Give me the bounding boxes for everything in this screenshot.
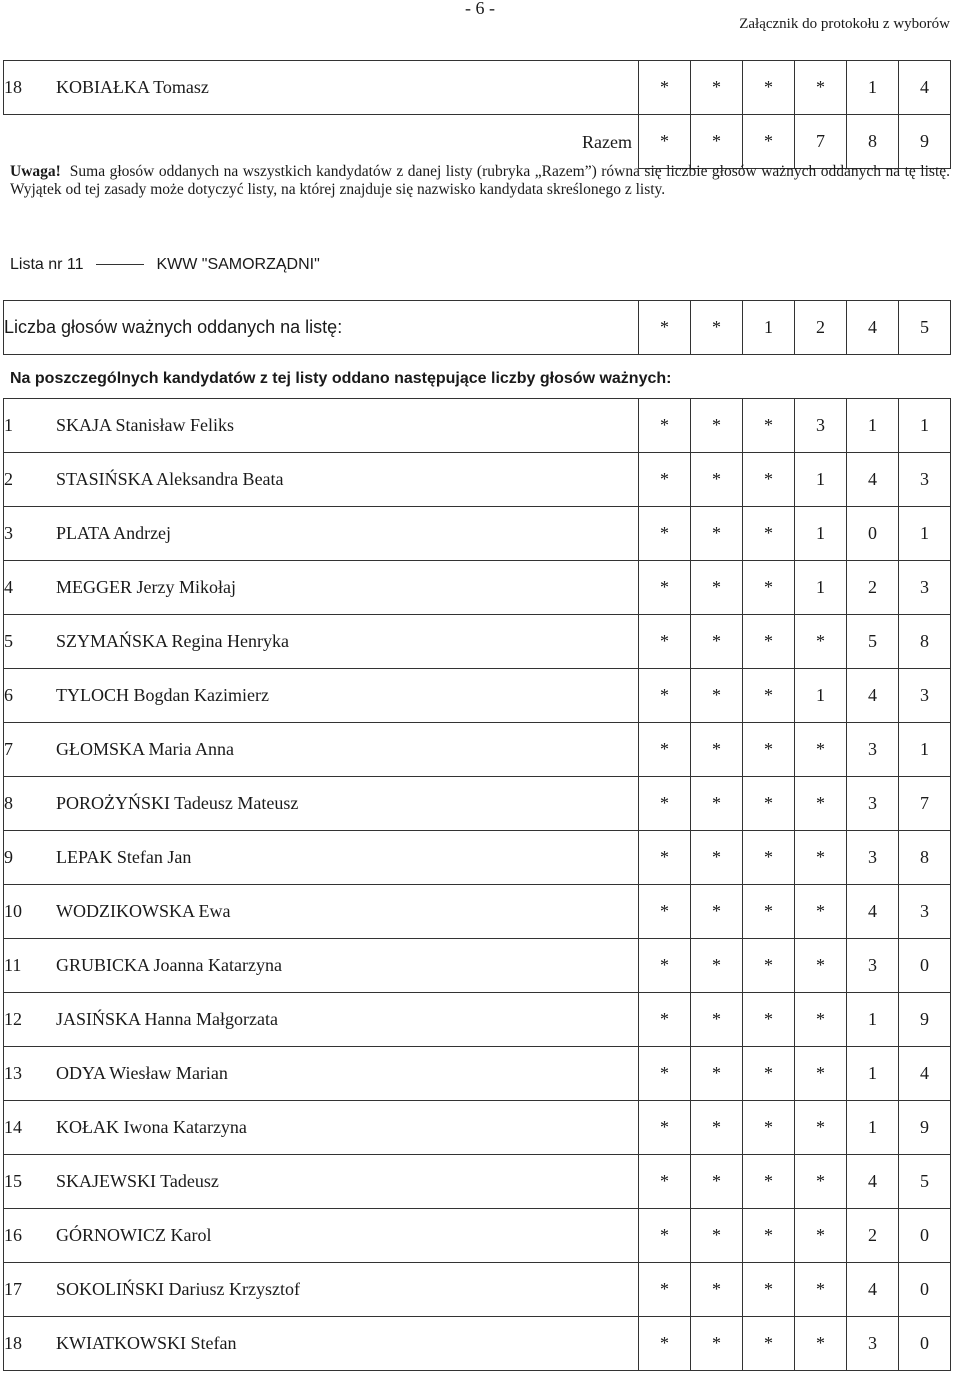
table-row	[4, 61, 951, 115]
candidate-name: WODZIKOWSKA Ewa	[56, 901, 231, 921]
digit-cell: *	[743, 615, 795, 669]
candidate-name: KOŁAK Iwona Katarzyna	[56, 1117, 247, 1137]
digit-cell: *	[639, 1047, 691, 1101]
candidate-cell	[4, 1317, 639, 1371]
digit-cell: 1	[899, 507, 951, 561]
digit-cell: *	[795, 777, 847, 831]
table-row	[4, 1101, 951, 1155]
digit-cell: 1	[795, 669, 847, 723]
digit-cell: *	[691, 615, 743, 669]
candidate-name: MEGGER Jerzy Mikołaj	[56, 577, 236, 597]
candidates-header: Na poszczególnych kandydatów z tej listy oddano następujące liczby głosów ważnych:	[10, 370, 672, 387]
digit-cell: *	[691, 831, 743, 885]
candidate-cell	[4, 723, 639, 777]
digit-cell: 3	[899, 669, 951, 723]
digit-cell: 1	[795, 561, 847, 615]
digit-cell: 1	[847, 1101, 899, 1155]
table-row	[4, 1263, 951, 1317]
digit-cell: 4	[847, 1263, 899, 1317]
digit-cell: *	[691, 1101, 743, 1155]
digit-cell: 5	[899, 301, 951, 355]
candidate-number: 1	[4, 415, 13, 435]
digit-cell: *	[639, 723, 691, 777]
digit-cell: *	[743, 777, 795, 831]
digit-cell: *	[743, 507, 795, 561]
candidate-number: 13	[4, 1063, 22, 1083]
digit-cell: 1	[743, 301, 795, 355]
valid-votes-table	[3, 300, 951, 355]
digit-cell: *	[743, 1155, 795, 1209]
candidate-name: GRUBICKA Joanna Katarzyna	[56, 955, 282, 975]
candidate-name: SOKOLIŃSKI Dariusz Krzysztof	[56, 1279, 300, 1299]
digit-cell: 1	[795, 453, 847, 507]
digit-cell: *	[743, 453, 795, 507]
digit-cell: 0	[899, 1209, 951, 1263]
digit-cell: 1	[847, 1047, 899, 1101]
candidate-number: 16	[4, 1225, 22, 1245]
digit-cell: *	[691, 561, 743, 615]
digit-cell: *	[743, 1047, 795, 1101]
digit-cell: 4	[899, 1047, 951, 1101]
digit-cell: *	[639, 615, 691, 669]
digit-cell: *	[691, 1263, 743, 1317]
digit-cell: 1	[847, 399, 899, 453]
digit-cell: 4	[847, 669, 899, 723]
table-row	[4, 993, 951, 1047]
candidate-cell	[4, 669, 639, 723]
digit-cell: *	[795, 615, 847, 669]
candidate-cell	[4, 615, 639, 669]
digit-cell: *	[691, 939, 743, 993]
candidate-cell	[4, 993, 639, 1047]
digit-cell: *	[639, 1101, 691, 1155]
digit-cell: *	[795, 1209, 847, 1263]
digit-cell: *	[691, 507, 743, 561]
digit-cell: *	[639, 61, 691, 115]
digit-cell: *	[691, 993, 743, 1047]
digit-cell: *	[691, 453, 743, 507]
digit-cell: 5	[847, 615, 899, 669]
digit-cell: *	[743, 1101, 795, 1155]
digit-cell: 3	[847, 777, 899, 831]
digit-cell: *	[639, 507, 691, 561]
digit-cell: *	[743, 61, 795, 115]
table-row	[4, 301, 951, 355]
digit-cell: *	[795, 1101, 847, 1155]
digit-cell: *	[743, 115, 795, 169]
digit-cell: *	[691, 1047, 743, 1101]
digit-cell: 8	[847, 115, 899, 169]
digit-cell: *	[795, 1263, 847, 1317]
candidate-number: 18	[4, 77, 22, 97]
digit-cell: *	[639, 885, 691, 939]
digit-cell: 3	[899, 561, 951, 615]
candidate-name: JASIŃSKA Hanna Małgorzata	[56, 1009, 278, 1029]
table-row	[4, 1155, 951, 1209]
table-row	[4, 669, 951, 723]
digit-cell: 4	[899, 61, 951, 115]
digit-cell: *	[795, 993, 847, 1047]
candidate-name: ODYA Wiesław Marian	[56, 1063, 228, 1083]
candidate-number: 18	[4, 1333, 22, 1353]
digit-cell: 0	[847, 507, 899, 561]
digit-cell: 3	[847, 1317, 899, 1371]
table-row	[4, 399, 951, 453]
candidate-number: 4	[4, 577, 13, 597]
candidate-name: KWIATKOWSKI Stefan	[56, 1333, 237, 1353]
digit-cell: 1	[899, 399, 951, 453]
digit-cell: 9	[899, 1101, 951, 1155]
candidate-cell	[4, 939, 639, 993]
digit-cell: 4	[847, 453, 899, 507]
digit-cell: 3	[899, 453, 951, 507]
digit-cell: *	[639, 831, 691, 885]
candidate-cell	[4, 1155, 639, 1209]
digit-cell: 2	[795, 301, 847, 355]
digit-cell: 3	[847, 723, 899, 777]
digit-cell: 9	[899, 993, 951, 1047]
digit-cell: 0	[899, 1263, 951, 1317]
digit-cell: 1	[899, 723, 951, 777]
digit-cell: *	[691, 669, 743, 723]
digit-cell: *	[639, 1263, 691, 1317]
digit-cell: *	[639, 669, 691, 723]
list-number: 11	[66, 256, 84, 273]
total-label: Razem	[582, 132, 632, 152]
candidate-cell	[4, 1263, 639, 1317]
note-paragraph	[10, 163, 950, 199]
prev-list-last-row-table	[3, 60, 951, 169]
table-row	[4, 1317, 951, 1371]
candidate-name: SZYMAŃSKA Regina Henryka	[56, 631, 289, 651]
digit-cell: *	[743, 993, 795, 1047]
table-row	[4, 1047, 951, 1101]
candidate-number: 2	[4, 469, 13, 489]
digit-cell: *	[743, 1209, 795, 1263]
table-row	[4, 453, 951, 507]
digit-cell: 3	[899, 885, 951, 939]
candidate-number: 11	[4, 955, 22, 975]
candidate-name: TYLOCH Bogdan Kazimierz	[56, 685, 269, 705]
digit-cell: *	[639, 1317, 691, 1371]
digit-cell: *	[795, 885, 847, 939]
dash-separator	[96, 264, 144, 265]
digit-cell: *	[639, 115, 691, 169]
digit-cell: *	[639, 561, 691, 615]
digit-cell: *	[743, 885, 795, 939]
list-label: Lista nr	[10, 256, 63, 273]
valid-votes-label: Liczba głosów ważnych oddanych na listę:	[4, 301, 639, 355]
digit-cell: *	[743, 399, 795, 453]
table-row	[4, 777, 951, 831]
digit-cell: 4	[847, 1155, 899, 1209]
digit-cell: *	[639, 939, 691, 993]
list-committee: KWW "SAMORZĄDNI"	[156, 256, 320, 273]
note-label: Uwaga!	[10, 163, 61, 180]
page-number: - 6 -	[465, 0, 495, 18]
digit-cell: *	[639, 777, 691, 831]
digit-cell: *	[639, 1209, 691, 1263]
digit-cell: *	[691, 1317, 743, 1371]
digit-cell: *	[691, 1209, 743, 1263]
digit-cell: 0	[899, 939, 951, 993]
candidate-name: KOBIAŁKA Tomasz	[56, 77, 209, 97]
digit-cell: 7	[795, 115, 847, 169]
table-row	[4, 615, 951, 669]
candidate-name: GÓRNOWICZ Karol	[56, 1225, 212, 1245]
candidates-table	[3, 398, 951, 1371]
candidate-name: STASIŃSKA Aleksandra Beata	[56, 469, 284, 489]
digit-cell: *	[795, 1047, 847, 1101]
candidate-number: 7	[4, 739, 13, 759]
digit-cell: *	[795, 939, 847, 993]
total-row	[4, 115, 951, 169]
digit-cell: *	[691, 61, 743, 115]
digit-cell: *	[743, 831, 795, 885]
candidate-cell	[4, 399, 639, 453]
annex-title: Załącznik do protokołu z wyborów	[739, 16, 950, 32]
candidate-cell	[4, 831, 639, 885]
digit-cell: *	[691, 777, 743, 831]
total-label-cell	[4, 115, 639, 169]
candidate-cell	[4, 507, 639, 561]
table-row	[4, 939, 951, 993]
candidate-number: 9	[4, 847, 13, 867]
digit-cell: *	[743, 561, 795, 615]
digit-cell: *	[795, 1317, 847, 1371]
digit-cell: 5	[899, 1155, 951, 1209]
candidate-name: SKAJA Stanisław Feliks	[56, 415, 235, 435]
digit-cell: *	[743, 1317, 795, 1371]
candidate-name: POROŻYŃSKI Tadeusz Mateusz	[56, 793, 299, 813]
table-row	[4, 1209, 951, 1263]
candidate-number: 10	[4, 901, 22, 921]
candidate-number: 6	[4, 685, 13, 705]
table-row	[4, 831, 951, 885]
table-row	[4, 561, 951, 615]
digit-cell: 9	[899, 115, 951, 169]
digit-cell: 2	[847, 561, 899, 615]
candidate-number: 15	[4, 1171, 22, 1191]
candidate-cell	[4, 885, 639, 939]
digit-cell: *	[639, 993, 691, 1047]
digit-cell: 1	[795, 507, 847, 561]
candidate-cell	[4, 453, 639, 507]
candidate-number: 17	[4, 1279, 22, 1299]
candidate-name: LEPAK Stefan Jan	[56, 847, 192, 867]
candidate-number: 5	[4, 631, 13, 651]
digit-cell: 8	[899, 831, 951, 885]
digit-cell: *	[743, 723, 795, 777]
digit-cell: 1	[847, 993, 899, 1047]
candidate-cell	[4, 561, 639, 615]
digit-cell: *	[691, 301, 743, 355]
candidate-number: 12	[4, 1009, 22, 1029]
table-row	[4, 885, 951, 939]
digit-cell: *	[795, 1155, 847, 1209]
digit-cell: 3	[847, 831, 899, 885]
digit-cell: *	[795, 831, 847, 885]
candidate-number: 3	[4, 523, 13, 543]
digit-cell: 1	[847, 61, 899, 115]
digit-cell: 2	[847, 1209, 899, 1263]
digit-cell: 0	[899, 1317, 951, 1371]
candidate-name: SKAJEWSKI Tadeusz	[56, 1171, 219, 1191]
digit-cell: *	[795, 61, 847, 115]
digit-cell: *	[639, 453, 691, 507]
list-header	[10, 256, 320, 274]
candidate-cell	[4, 1209, 639, 1263]
digit-cell: *	[795, 723, 847, 777]
digit-cell: *	[691, 723, 743, 777]
note-text: Suma głosów oddanych na wszystkich kandydatów z danej listy (rubryka „Razem”) równa się liczbie głosów ważnych oddanych na tę listę. Wyjątek od tej zasady może dotyczyć listy, na której znajduje się nazwisko kandydata skreślonego z listy.	[10, 163, 951, 198]
candidate-cell	[4, 1047, 639, 1101]
candidate-name: PLATA Andrzej	[56, 523, 172, 543]
digit-cell: 7	[899, 777, 951, 831]
digit-cell: *	[691, 1155, 743, 1209]
digit-cell: *	[639, 399, 691, 453]
digit-cell: *	[743, 1263, 795, 1317]
digit-cell: *	[639, 1155, 691, 1209]
digit-cell: *	[691, 115, 743, 169]
digit-cell: 3	[847, 939, 899, 993]
digit-cell: *	[691, 399, 743, 453]
table-row	[4, 507, 951, 561]
table-row	[4, 723, 951, 777]
digit-cell: 4	[847, 301, 899, 355]
candidate-number: 8	[4, 793, 13, 813]
candidate-number: 14	[4, 1117, 22, 1137]
digit-cell: *	[639, 301, 691, 355]
digit-cell: *	[743, 669, 795, 723]
digit-cell: 3	[795, 399, 847, 453]
candidate-name: GŁOMSKA Maria Anna	[56, 739, 234, 759]
digit-cell: *	[691, 885, 743, 939]
candidate-cell	[4, 61, 639, 115]
candidate-cell	[4, 777, 639, 831]
digit-cell: 4	[847, 885, 899, 939]
digit-cell: *	[743, 939, 795, 993]
digit-cell: 8	[899, 615, 951, 669]
candidate-cell	[4, 1101, 639, 1155]
